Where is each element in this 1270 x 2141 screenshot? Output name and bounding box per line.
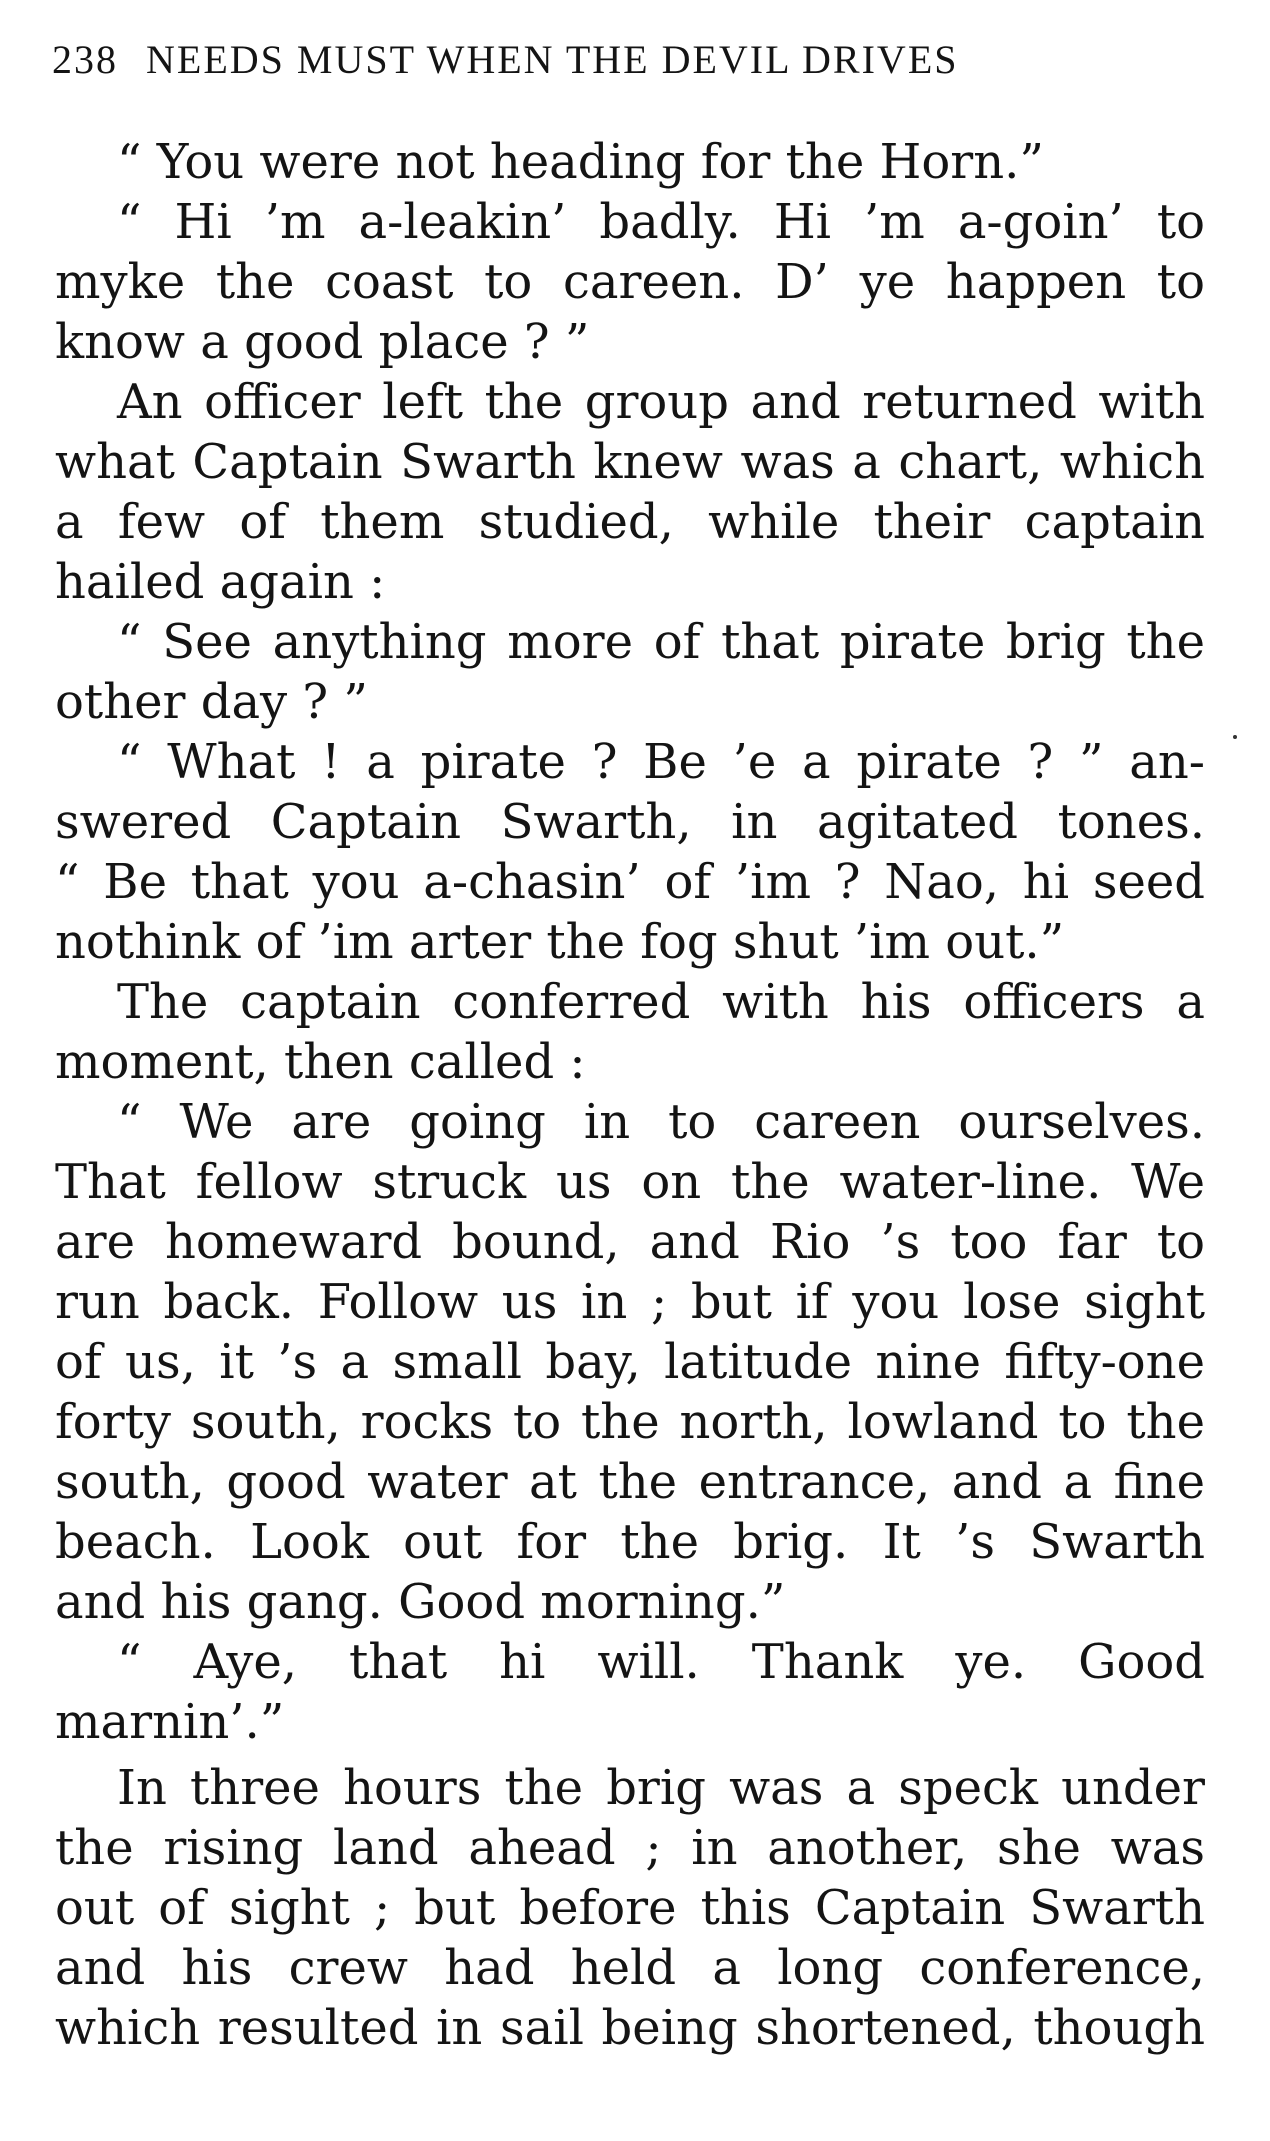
text-line: In three hours the brig was a speck under	[117, 1760, 1205, 1816]
text-line: know a good place ? ”	[55, 314, 590, 370]
text-line: “ What ! a pirate ? Be ’e a pirate ? ” an-	[117, 734, 1205, 790]
text-line: forty south, rocks to the north, lowland to the	[55, 1394, 1205, 1450]
text-line: hailed again :	[55, 554, 386, 610]
text-line: a few of them studied, while their captain	[55, 494, 1205, 550]
text-line: other day ? ”	[55, 674, 368, 730]
text-line: “ We are going in to careen ourselves.	[117, 1094, 1205, 1150]
text-line: “ Aye, that hi will. Thank ye. Good	[117, 1634, 1205, 1690]
text-line: “ Hi ’m a-leakin’ badly. Hi ’m a-goin’ to	[117, 194, 1205, 250]
text-line: “ Be that you a-chasin’ of ’im ? Nao, hi seed	[55, 854, 1205, 910]
text-line: That fellow struck us on the water-line. We	[55, 1154, 1205, 1210]
running-title: NEEDS MUST WHEN THE DEVIL DRIVES	[146, 37, 959, 82]
text-line: out of sight ; but before this Captain Swarth	[55, 1880, 1205, 1936]
text-line: of us, it ’s a small bay, latitude nine fifty-one	[55, 1334, 1205, 1390]
text-line: myke the coast to careen. D’ ye happen to	[55, 254, 1205, 310]
text-line: what Captain Swarth knew was a chart, which	[55, 434, 1205, 490]
running-head	[52, 36, 1202, 96]
text-line: The captain conferred with his officers a	[117, 974, 1205, 1030]
text-line: and his crew had held a long conference,	[55, 1940, 1205, 1996]
text-line: swered Captain Swarth, in agitated tones.	[55, 794, 1205, 850]
page-number: 238	[52, 37, 118, 82]
text-line: nothink of ’im arter the fog shut ’im out.”	[55, 914, 1065, 970]
text-line: and his gang. Good morning.”	[55, 1574, 786, 1630]
text-line: beach. Look out for the brig. It ’s Swarth	[55, 1514, 1205, 1570]
text-line: “ You were not heading for the Horn.”	[117, 134, 1044, 190]
text-line: marnin’.”	[55, 1694, 285, 1750]
text-line: south, good water at the entrance, and a fine	[55, 1454, 1205, 1510]
body-text	[55, 132, 1205, 2058]
text-line: run back. Follow us in ; but if you lose sight	[55, 1274, 1205, 1330]
text-line: which resulted in sail being shortened, though	[55, 2000, 1205, 2056]
text-line: moment, then called :	[55, 1034, 586, 1090]
ink-speck	[1233, 735, 1237, 739]
text-line: the rising land ahead ; in another, she was	[55, 1820, 1205, 1876]
text-line: “ See anything more of that pirate brig the	[117, 614, 1205, 670]
text-line: are homeward bound, and Rio ’s too far to	[55, 1214, 1205, 1270]
text-line: An officer left the group and returned with	[117, 374, 1205, 430]
